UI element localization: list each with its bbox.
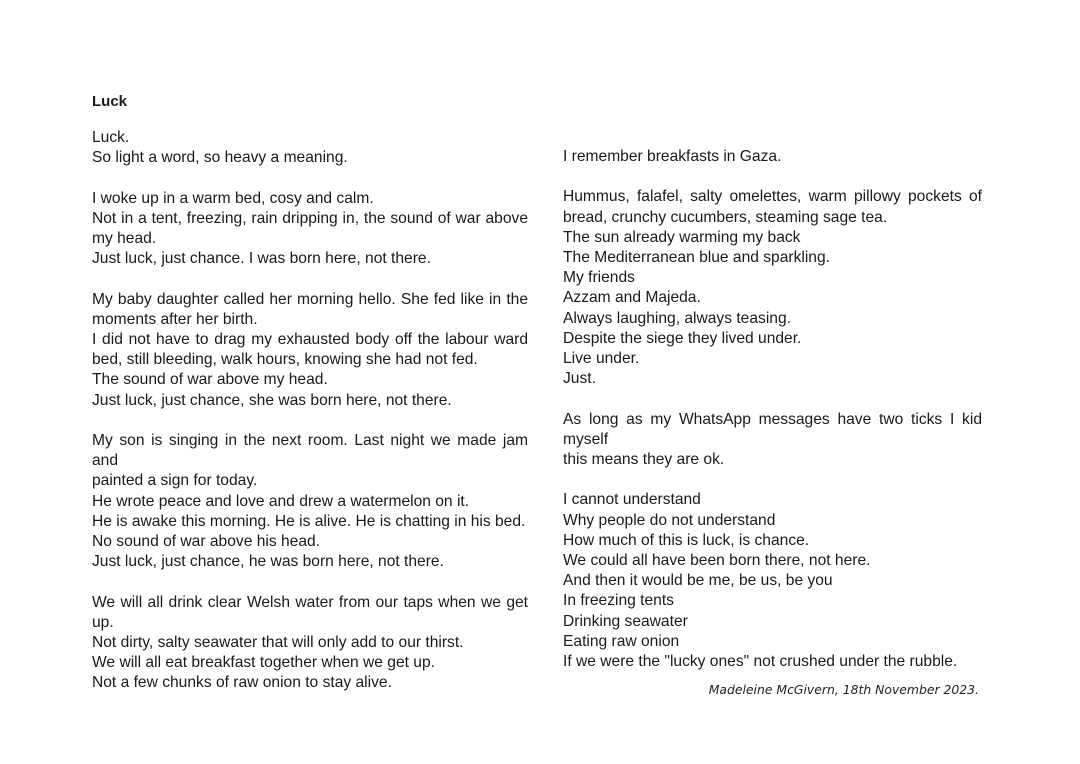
poem-line: Luck.: [92, 129, 130, 146]
poem-line: So light a word, so heavy a meaning.: [92, 149, 348, 167]
poem-line: My baby daughter called her morning hello. She fed like in the: [92, 290, 528, 308]
poem-line: The sound of war above my head.: [92, 371, 328, 389]
poem-line: Just luck, just chance. I was born here, not there.: [92, 250, 431, 268]
stanza: [563, 147, 982, 167]
poem-line: I cannot understand: [563, 491, 701, 509]
poem-line: The Mediterranean blue and sparkling.: [563, 249, 830, 266]
poem-line: Eating raw onion: [563, 632, 680, 650]
poem-line: this means they are ok.: [563, 451, 725, 469]
poem-line: Just.: [563, 370, 596, 388]
poem-line: Not in a tent, freezing, rain dripping in, the sound of war above: [92, 209, 528, 227]
stanza: [92, 593, 528, 694]
poem-line: bread, crunchy cucumbers, steaming sage tea.: [563, 208, 888, 226]
poem-line: If we were the "lucky ones" not crushed under the rubble.: [563, 653, 958, 671]
stanza: [92, 431, 528, 572]
poem-line: Azzam and Majeda.: [563, 289, 701, 307]
poem-line: moments after her birth.: [92, 310, 258, 328]
poem-line: As long as my WhatsApp messages have two ticks I kid myself: [563, 410, 982, 448]
poem-line: Always laughing, always teasing.: [563, 309, 791, 327]
stanza: [563, 187, 982, 389]
poem-line: Just luck, just chance, he was born here, not there.: [92, 553, 444, 571]
poem-line: bed, still bleeding, walk hours, knowing she had not fed.: [92, 351, 478, 369]
poem-line: We could all have been born there, not here.: [563, 552, 871, 570]
poem-line: We will all drink clear Welsh water from our taps when we get up.: [92, 593, 528, 631]
poem-line: He wrote peace and love and drew a watermelon on it.: [92, 492, 470, 510]
stanza: [92, 189, 528, 270]
poem-line: I woke up in a warm bed, cosy and calm.: [92, 189, 374, 207]
poem-line: Hummus, falafel, salty omelettes, warm pillowy pockets of: [563, 188, 982, 206]
poem-line: Not dirty, salty seawater that will only add to our thirst.: [92, 634, 464, 652]
poem-line: I did not have to drag my exhausted body off the labour ward: [92, 331, 528, 348]
poem-line: my head.: [92, 230, 157, 247]
poem-line: We will all eat breakfast together when we get up.: [92, 654, 435, 672]
poem-line: And then it would be me, be us, be you: [563, 572, 833, 590]
stanza: [92, 128, 528, 168]
poem-line: The sun already warming my back: [563, 228, 801, 246]
stanza: [92, 290, 528, 411]
stanza: [563, 490, 982, 672]
poem-right-column: [563, 147, 982, 692]
poem-line: Despite the siege they lived under.: [563, 329, 802, 347]
poem-line: painted a sign for today.: [92, 472, 258, 490]
poem-line: My friends: [563, 269, 635, 287]
poem-line: Live under.: [563, 350, 640, 368]
poem-line: Why people do not understand: [563, 511, 776, 529]
poem-line: I remember breakfasts in Gaza.: [563, 148, 782, 165]
poem-line: Not a few chunks of raw onion to stay alive.: [92, 674, 392, 692]
poem-line: He is awake this morning. He is alive. He is chatting in his bed.: [92, 512, 526, 530]
author-signature: Madeleine McGivern, 18th November 2023.: [708, 682, 979, 697]
poem-line: In freezing tents: [563, 592, 674, 610]
stanza: [563, 410, 982, 471]
poem-line: How much of this is luck, is chance.: [563, 531, 810, 549]
poem-line: My son is singing in the next room. Last night we made jam and: [92, 432, 528, 470]
poem-line: Drinking seawater: [563, 612, 688, 630]
poem-line: No sound of war above his head.: [92, 533, 320, 551]
poem-left-column: [92, 128, 528, 714]
poem-title: Luck: [92, 93, 128, 110]
poem-line: Just luck, just chance, she was born here, not there.: [92, 391, 452, 409]
